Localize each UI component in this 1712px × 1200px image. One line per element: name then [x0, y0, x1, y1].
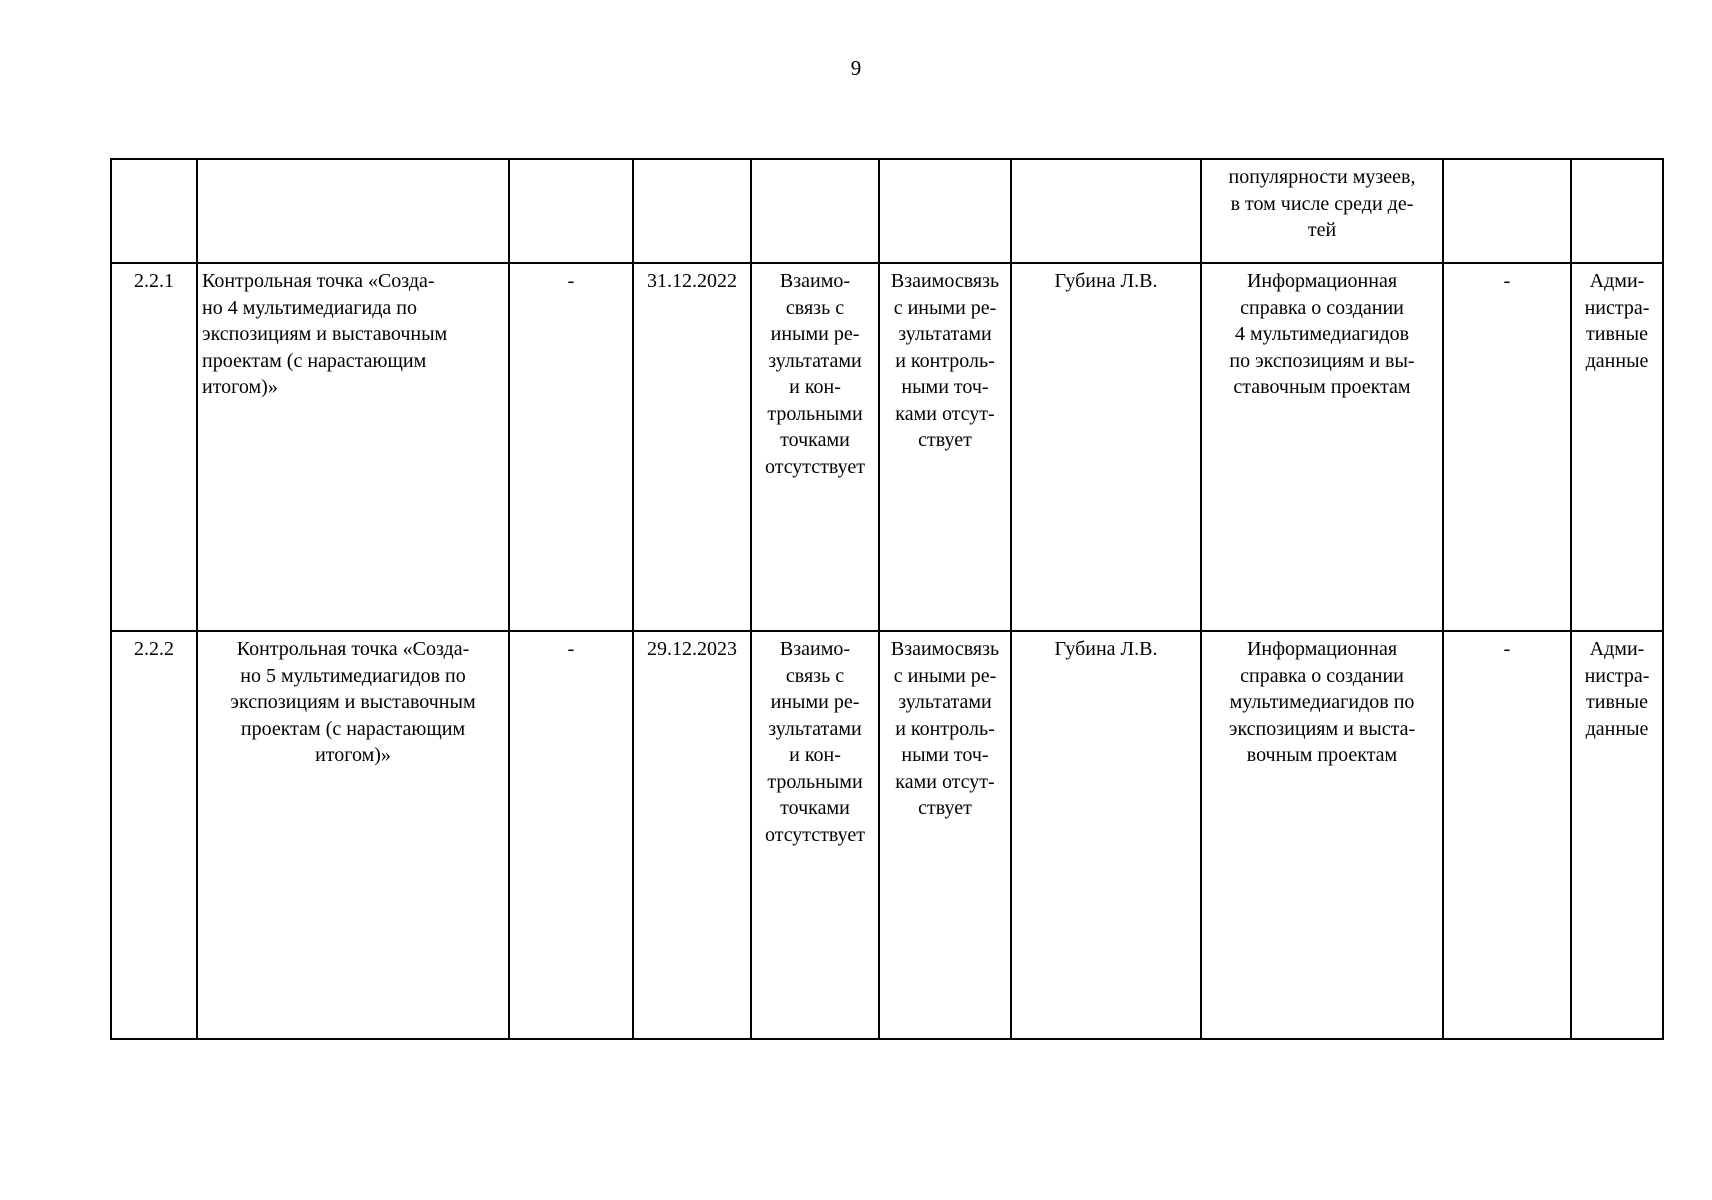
cell-col9 — [1443, 263, 1571, 631]
cell-col9 — [1443, 631, 1571, 1039]
dash-value: - — [1503, 270, 1511, 292]
cell-document — [1201, 263, 1443, 631]
result-document: Информационная справка о создании мультимедиагидов по экспозициям и выста- вочным проектам — [1228, 638, 1416, 766]
page-number: 9 — [850, 56, 862, 80]
control-point-name: Контрольная точка «Созда- но 4 мультимедиагида по экспозициям и выставочным проектам (с нарастающим итогом)» — [202, 270, 448, 398]
dash-value: - — [567, 270, 575, 292]
cell-num — [111, 159, 197, 263]
table-row-continuation — [111, 159, 1663, 263]
deadline-date: 29.12.2023 — [647, 638, 737, 660]
table-row — [111, 631, 1663, 1039]
deadline-date: 31.12.2022 — [647, 270, 737, 292]
relation-next-text: Взаимосвязь с иными ре- зультатами и контроль- ными точ- ками отсут- ствует — [890, 270, 1000, 451]
dash-value: - — [1503, 638, 1511, 660]
data-source: Адми- нистра- тивные данные — [1584, 638, 1650, 740]
cell-relation-next — [879, 263, 1011, 631]
cell-relation-prev — [751, 631, 879, 1039]
cell-relation-next — [879, 631, 1011, 1039]
cell-source — [1571, 159, 1663, 263]
cell-source — [1571, 263, 1663, 631]
relation-next-text: Взаимосвязь с иными ре- зультатами и контроль- ными точ- ками отсут- ствует — [890, 638, 1000, 819]
cell-name — [197, 159, 509, 263]
cell-source — [1571, 631, 1663, 1039]
cell-name — [197, 263, 509, 631]
result-document: Информационная справка о создании 4 мультимедиагидов по экспозициям и вы- ставочным проектам — [1229, 270, 1415, 398]
cell-responsible — [1011, 263, 1201, 631]
cell-col3 — [509, 159, 633, 263]
relation-prev-text: Взаимо- связь с иными ре- зультатами и кон- трольными точками отсутствует — [764, 270, 866, 478]
cell-relation-prev — [751, 263, 879, 631]
cell-relation-next — [879, 159, 1011, 263]
cell-num — [111, 631, 197, 1039]
responsible-person: Губина Л.В. — [1054, 638, 1158, 660]
cell-col3 — [509, 631, 633, 1039]
cell-document — [1201, 631, 1443, 1039]
cell-col3 — [509, 263, 633, 631]
cell-col9 — [1443, 159, 1571, 263]
cell-relation-prev — [751, 159, 879, 263]
continuation-result-text: популярности музеев, в том числе среди де- тей — [1228, 166, 1416, 241]
cell-date — [633, 263, 751, 631]
relation-prev-text: Взаимо- связь с иными ре- зультатами и кон- трольными точками отсутствует — [764, 638, 866, 846]
cell-document — [1201, 159, 1443, 263]
cell-num — [111, 263, 197, 631]
cell-date — [633, 159, 751, 263]
cell-name — [197, 631, 509, 1039]
cell-date — [633, 631, 751, 1039]
cell-responsible — [1011, 631, 1201, 1039]
dash-value: - — [567, 638, 575, 660]
responsible-person: Губина Л.В. — [1054, 270, 1158, 292]
cell-responsible — [1011, 159, 1201, 263]
data-source: Адми- нистра- тивные данные — [1584, 270, 1650, 372]
control-points-table — [110, 158, 1664, 1040]
table-row — [111, 263, 1663, 631]
row-number: 2.2.2 — [134, 638, 174, 660]
row-number: 2.2.1 — [134, 270, 174, 292]
control-point-name: Контрольная точка «Созда- но 5 мультимедиагидов по экспозициям и выставочным проектам (с нарастающим итогом)» — [230, 638, 476, 766]
